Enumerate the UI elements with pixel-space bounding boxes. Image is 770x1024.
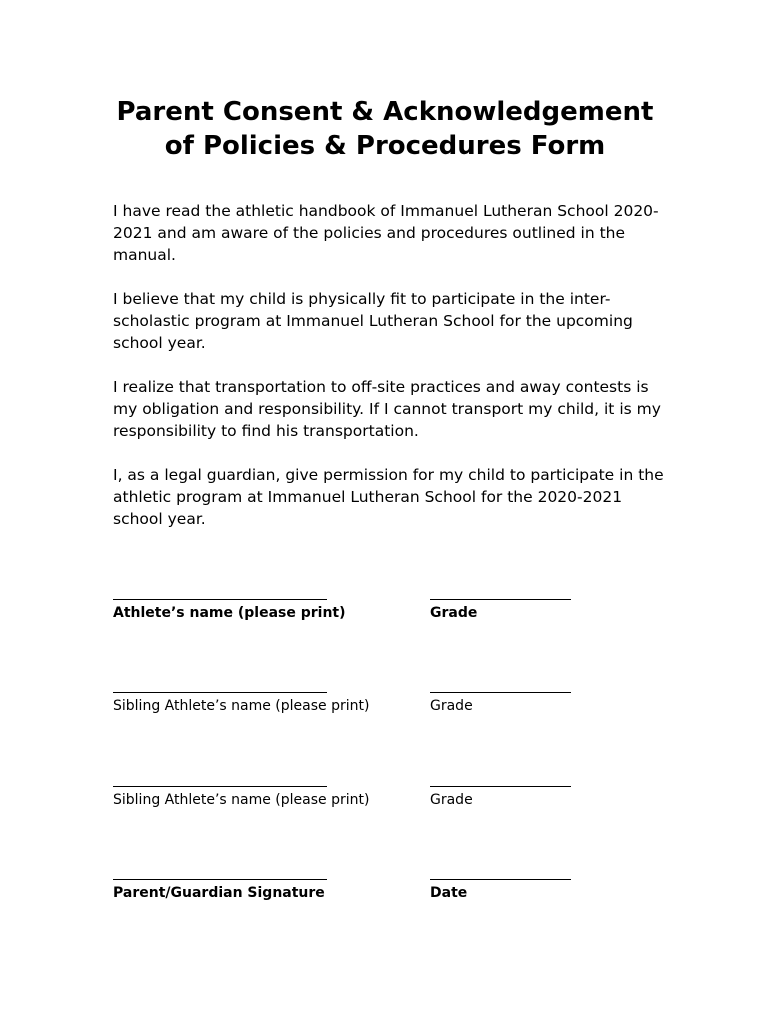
sibling-2-grade-label: Grade: [430, 792, 473, 808]
sibling-2-name-label: Sibling Athlete’s name (please print): [113, 792, 370, 808]
sibling-1-grade-line[interactable]: [430, 692, 571, 693]
sibling-2-name-line[interactable]: [113, 786, 327, 787]
athlete-grade-label: Grade: [430, 605, 478, 621]
sibling-2-grade-line[interactable]: [430, 786, 571, 787]
paragraph-transportation: I realize that transportation to off-site practices and away contests is my obligation and responsibility. If I cannot transport my child, it is my responsibility to find his transportation.: [113, 378, 661, 440]
date-line[interactable]: [430, 879, 571, 880]
paragraph-permission: I, as a legal guardian, give permission for my child to participate in the athletic program at Immanuel Lutheran School for the 2020-2021 school year.: [113, 466, 664, 528]
sibling-1-name-label: Sibling Athlete’s name (please print): [113, 698, 370, 714]
athlete-name-line[interactable]: [113, 599, 327, 600]
parent-signature-line[interactable]: [113, 879, 327, 880]
title-line-1: Parent Consent & Acknowledgement: [116, 97, 654, 127]
sibling-1-grade-label: Grade: [430, 698, 473, 714]
date-label: Date: [430, 885, 468, 901]
athlete-grade-line[interactable]: [430, 599, 571, 600]
page-title: [0, 95, 770, 163]
title-line-2: of Policies & Procedures Form: [164, 131, 606, 161]
sibling-1-name-line[interactable]: [113, 692, 327, 693]
paragraph-physically-fit: I believe that my child is physically fit to participate in the inter-scholastic program at Immanuel Lutheran School for the upcoming school year.: [113, 290, 633, 352]
parent-signature-label: Parent/Guardian Signature: [113, 885, 325, 901]
athlete-name-label: Athlete’s name (please print): [113, 605, 346, 621]
paragraph-handbook: I have read the athletic handbook of Immanuel Lutheran School 2020-2021 and am aware of the policies and procedures outlined in the manual.: [113, 202, 659, 264]
